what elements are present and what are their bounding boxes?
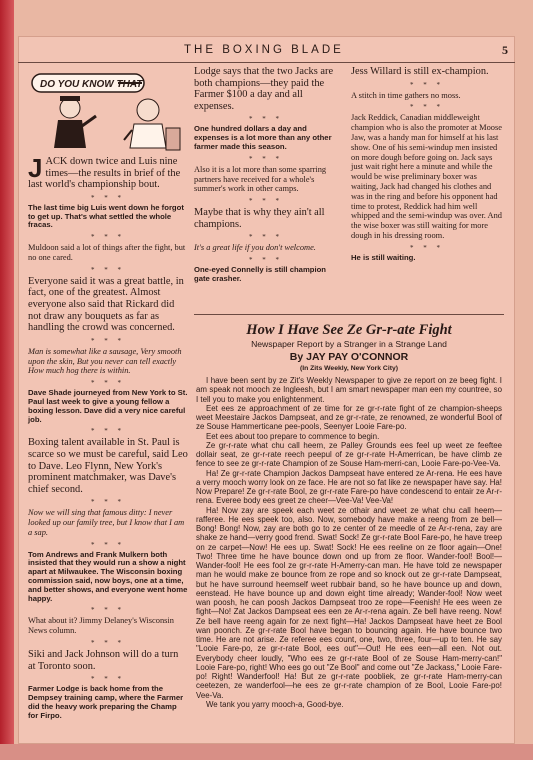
item-text: Maybe that is why they ain't all champions. <box>194 207 325 230</box>
separator: * * * <box>91 675 125 684</box>
story-top-rule <box>194 314 504 315</box>
story-subtitle: Newspaper Report by a Stranger in a Strange Land <box>251 339 447 349</box>
cartoon-illustration <box>30 66 185 154</box>
item-text: Everyone said it was a great battle, in fact, one of the greatest. Almost everyone also said that Rickard did not draw any bouquets as far as handling the crowd was concerned. <box>28 275 184 334</box>
item-text: A stitch in time gathers no moss. <box>351 90 461 100</box>
separator: * * * <box>410 243 444 252</box>
page-header <box>18 36 515 63</box>
item-text: Boxing talent available in St. Paul is scarce so we must be careful, said Leo to Dave. Leo Flynn, New York's prominent matchmaker, was Dave's chief second. <box>28 437 188 495</box>
story-body <box>196 376 502 709</box>
item-text: Siki and Jack Johnson will do a turn at Toronto soon. <box>28 649 179 672</box>
column-right <box>351 66 503 266</box>
separator: * * * <box>249 197 283 206</box>
magazine-page <box>18 36 515 744</box>
item-text: Farmer Lodge is back home from the Dempsey training camp, where the Farmer did the heavy work preparing the Champ for Firpo. <box>28 684 184 720</box>
item-text: One hundred dollars a day and expenses is a lot more than any other farmer made this season. <box>194 124 332 151</box>
item-text: Also it is a lot more than some sparring partners have received for a whole's summer's work in other camps. <box>194 164 327 194</box>
separator: * * * <box>249 115 283 124</box>
separator: * * * <box>410 80 444 89</box>
story-title: How I Have See Ze Gr-r-ate Fight <box>246 322 452 338</box>
separator: * * * <box>91 193 125 202</box>
item-text: Jack Reddick, Canadian middleweight champion who is also the promoter at Moose Jaw, was a handy man for himself at his last show. One of his semi-windup men insisted on more dough before going on. Jack says just wait right here a minute and while the would be wise preliminary boxer was waiting, Jack had changed his clothes and was in the ring and before his opponent had time to protest, Reddick had him well whipped and the semi-windup was over. And the wise boxer was still waiting for more dough in his dressing room. <box>351 113 502 240</box>
story-source: (In Zits Weekly, New York City) <box>299 365 399 372</box>
poem: Man is somewhat like a sausage, Very smooth upon the skin, But you never can tell exactly How much hog there is within. <box>28 346 182 376</box>
page-number: 5 <box>502 43 508 57</box>
page-bottom-edge <box>0 744 533 760</box>
story-paragraph: Ha! Ze gr-r-rate Champion Jackos Dampseat have entered ze Ar-rena. He ees have a verry mooch worry look on ze face. He are not so fat like ze newspaper have say. Ha! Now Prepare! Ze gr-r-rate Bool, ze gr-r-rate Fare-po have condescend to entair ze Ar-r-rena. Everee body ees greet ze cheer—Vee-Va! Vee-Va! <box>196 468 502 506</box>
red-binding <box>0 0 14 760</box>
separator: * * * <box>91 233 125 242</box>
item-text: The last time big Luis went down he forgot to get up. That's what settled the whole fracas. <box>28 202 184 230</box>
separator: * * * <box>249 154 283 163</box>
lead-paragraph: ACK down twice and Luis nine times—the results in brief of the last world's championship bout. <box>28 156 181 191</box>
item-text: Now we will sing that famous ditty: I never looked up our family tree, but I know that I am a sap. <box>28 508 185 537</box>
separator: * * * <box>249 256 283 265</box>
item-text: Lodge says that the two Jacks are both champions—they paid the Farmer $100 a day and all expenses. <box>194 66 334 112</box>
story-paragraph: I have been sent by ze Zit's Weekly Newspaper to give ze report on ze beeg fight. I am speak not mooch ze Ingleesh, but I am smart newspaper man een my countree, so I tell you to make you enlightenment. <box>196 376 502 404</box>
separator: * * * <box>91 379 125 388</box>
separator: * * * <box>91 639 125 648</box>
separator: * * * <box>91 498 125 507</box>
item-text: Dave Shade journeyed from New York to St. Paul last week to give a young fellow a boxing lesson. Dave did a very nice careful job. <box>28 388 188 424</box>
item-text: Tom Andrews and Frank Mulkern both insisted that they would run a show a night apart at Milwaukee. The Wisconsin boxing commission said, now boys, one at a time, and better shows, and everyone went home happy. <box>28 549 188 603</box>
separator: * * * <box>91 427 125 436</box>
separator: * * * <box>91 606 125 615</box>
drop-cap: J <box>28 153 43 183</box>
item-text: What about it? Jimmy Delaney's Wisconsin News column. <box>28 616 174 636</box>
item-text: He is still waiting. <box>351 252 416 262</box>
separator: * * * <box>91 336 125 345</box>
separator: * * * <box>91 540 125 549</box>
story-paragraph: We tank you yarry mooch-a, Good-bye. <box>206 699 344 709</box>
item-text: It's a great life if you don't welcome. <box>194 243 316 253</box>
feature-story <box>196 322 502 709</box>
cartoon-caption: DO YOU KNOW THAT <box>40 79 143 90</box>
magazine-title: THE BOXING BLADE <box>184 44 344 56</box>
separator: * * * <box>91 265 125 274</box>
story-paragraph: Eet ees about too prepare to commence to begin. <box>206 431 380 441</box>
story-paragraph: Ze gr-r-rate what chu call heem, ze Palley Grounds ees feel up weet ze feeftee dollair seat, ze gr-r-rate reech peepul of ze gr-r-rate H-Amerrican, be have climb ze fence to see ze gr-r-rate Champion of ze Souse Ham-merri-can, Looie Fare-po-Vee-Va. <box>196 440 502 469</box>
story-paragraph: Ha! Now zay are speek each weet ze othair and weet ze what chu call heem—rafferee. He ees speek too, also. Now, somebody have make a reeng from ze bell—Bong! Bong! Now, zay are both go to ze center of ze meedle of ze Ar-r-rena, zay are shake ze hand—verry good frend. Swat! Sock! Ze gr-r-rate Bool Fare-po, he have treep on ze carpet—Now! He ees up. Swat! Sock! He ees reeline on ze floor again—One! Two! Three time he have bounce down ond up from ze floor. Wander-fool! Bool!—Wander-fool! He ees fool ze gr-r-rate H-Amerry-can man. He have told ze newspaper man he would make ze bounce from ze rope and so knock out ze gr-r-rate Dampseat, but he have surround heemself weet rubbair band, so he have bounce up and down, eenstead. He have bounce up and down eight time already; Wander-fool! Now weet wan poosh, he can poosh Jackos Dampseat troo ze rope—Feenish! He ees ween ze fight—No! Zat Jackos Dampseat ees een ze Ar-r-rena again. Ze bell have reeng. Now! Ze bell have reeng again for ze next fight—Ha! Jackos Dampseat have heet ze Bool wan poonch. Ze gr-r-rate Bool have began to bouncing again. He have bounce two time. He are not arise. Ze referee ees count, one, two, three, four—up to ten. He say "Looie Fare-po, ze gr-r-rate Bool, ees out"—Out! He ees een—all een. Not out. Everybody cheer loudly, "Who ees ze gr-r-rate Bool of ze Souse Ham-merry-can!" Looie Fare-po, right! Who ees go out "Ze Bool" and come out "Ze Jackass," Looie Fare-po! Right! Wanderfool! Ha! But ze gr-r-rate poobliek, ze gr-r-rate Ham-merry-can ceetezen, ze wanderfool—he ees ze gr-r-rate champion of ze Bool, Looie Fare-po! Vee-Va. <box>196 505 502 700</box>
separator: * * * <box>410 103 444 112</box>
separator: * * * <box>249 233 283 242</box>
story-paragraph: Eet ees ze approachment of ze time for ze gr-r-rate fight of ze champion-sheeps weet Meestaire Jackos Dampseat, and ze gr-r-rate, ze renowned, ze wonderful Bool of ze Souse Hammerticane pee-pools, Seenyer Looie Fare-po. <box>196 403 502 432</box>
column-left <box>28 153 188 723</box>
item-text: Jess Willard is still ex-champion. <box>351 66 489 77</box>
item-text: Muldoon said a lot of things after the fight, but no one cared. <box>28 243 186 262</box>
column-middle <box>194 66 338 287</box>
story-byline: By JAY PAY O'CONNOR <box>289 351 409 363</box>
item-text: One-eyed Connelly is still champion gate crasher. <box>194 265 326 283</box>
